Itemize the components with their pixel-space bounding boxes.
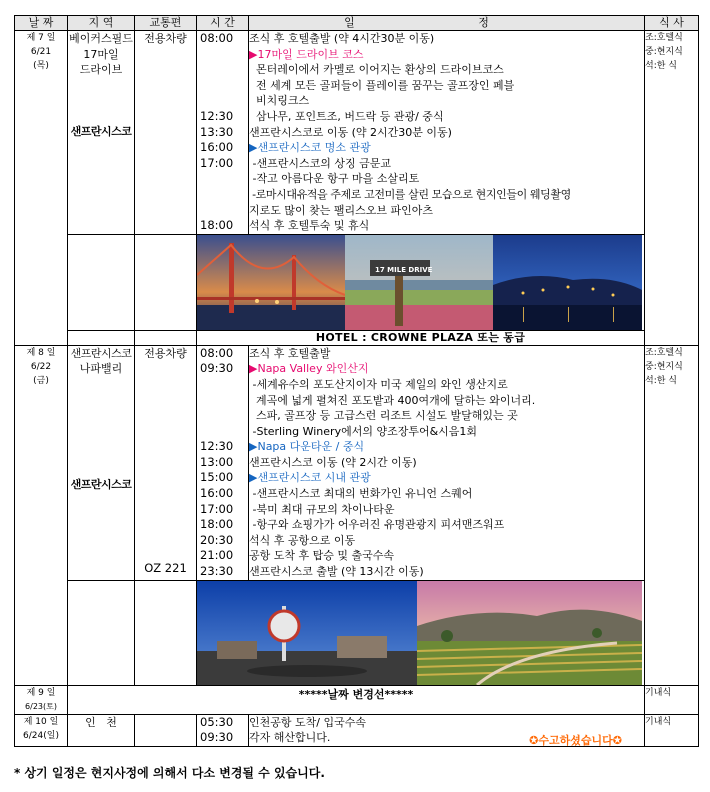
fishermans-wharf-photo: [197, 581, 417, 685]
time-cell: [197, 62, 248, 78]
meal-line: 중:현지식: [645, 361, 683, 372]
time-cell: 17:00: [200, 155, 234, 170]
day7-hotel: HOTEL : CROWNE PLAZA 또는 동급: [197, 330, 645, 345]
day7-date-line: 제 7 일: [26, 33, 56, 43]
time-cell: 16:00: [200, 140, 234, 155]
day8-region: [68, 345, 135, 580]
day7-times: [197, 31, 249, 235]
header-date: 날 짜: [15, 16, 68, 31]
schedule-line: 석식 후 공항으로 이동: [249, 533, 356, 547]
schedule-line: ▶샌프란시스코 시내 관광: [249, 471, 371, 485]
time-cell: 23:30: [200, 564, 234, 579]
schedule-line: 전 세계 모든 골퍼들이 플레이를 꿈꾸는 골프장인 페블: [249, 78, 515, 92]
schedule-line: -작고 아름다운 항구 마을 소살리토: [249, 172, 420, 186]
schedule-line: 몬터레이에서 카멜로 이어지는 환상의 드라이브코스: [249, 63, 504, 77]
day10-transport: [135, 714, 197, 746]
day8-date-line: 제 8 일: [26, 347, 56, 358]
day7-transport: [135, 31, 197, 235]
day7-region-line: 17마일: [83, 47, 119, 61]
day7-photo-row: [15, 234, 699, 330]
day8-region-line: 나파밸리: [79, 362, 123, 376]
header-transport: 교통편: [135, 16, 197, 31]
day10-region: 인 천: [68, 714, 135, 746]
time-cell: 09:30: [200, 730, 234, 745]
sausalito-night-photo: [493, 235, 642, 330]
schedule-line: 삼나무, 포인트조, 버드락 등 관광/ 중식: [249, 109, 444, 123]
day8-times: [197, 345, 249, 580]
day10-date: [15, 714, 68, 746]
itinerary-table: [14, 15, 699, 747]
time-cell: [197, 393, 248, 409]
time-cell: [197, 424, 248, 440]
day8-photos: [197, 580, 645, 685]
day8-transport-label: 전용차량: [144, 346, 187, 360]
schedule-line: 지로도 많이 찾는 팰리스오브 파인아츠: [249, 203, 434, 217]
day7-schedule: [249, 31, 645, 235]
time-cell: [197, 408, 248, 424]
day7-transport-label: 전용차량: [144, 32, 187, 45]
day7-region-line: 드라이브: [79, 63, 123, 77]
schedule-line: -세계유수의 포도산지이자 미국 제일의 와인 생산지로: [249, 377, 508, 391]
day7-photos: [197, 234, 645, 330]
meal-line: 중:현지식: [645, 47, 683, 57]
schedule-line: 샌프란시스코로 이동 (약 2시간30분 이동): [249, 125, 452, 139]
time-cell: 17:00: [200, 501, 234, 516]
time-cell: [197, 47, 248, 63]
schedule-line: -Sterling Winery에서의 양조장투어&시음1회: [249, 424, 478, 438]
day10-row: [15, 714, 699, 746]
schedule-line: -항구와 쇼핑가가 어우러진 유명관광지 피셔맨즈워프: [249, 518, 505, 532]
day7-region-line: 베이커스필드: [69, 32, 133, 45]
time-cell: [197, 78, 248, 94]
schedule-line: ▶17마일 드라이브 코스: [249, 47, 364, 61]
time-cell: 18:00: [200, 517, 234, 532]
time-cell: [197, 187, 248, 203]
17-mile-drive-photo: [345, 235, 493, 330]
day9-meal: 기내식: [645, 685, 699, 714]
day10-date-line: 제 10 일: [23, 716, 59, 727]
time-cell: [197, 171, 248, 187]
day8-schedule: [249, 345, 645, 580]
time-cell: 15:00: [200, 470, 234, 485]
meal-line: 조:호텔식: [645, 33, 683, 43]
day8-row: [15, 345, 699, 580]
sign-text: 17 MILE DRIVE: [375, 265, 433, 274]
header-meal: 식 사: [645, 16, 699, 31]
day8-transport: [135, 345, 197, 580]
footnote: * 상기 일정은 현지사정에 의해서 다소 변경될 수 있습니다.: [14, 766, 325, 780]
time-cell: [197, 93, 248, 109]
schedule-line: ▶샌프란시스코 명소 관광: [249, 141, 371, 155]
meal-line: 석:한 식: [645, 375, 677, 386]
schedule-line: 조식 후 호텔출발: [249, 346, 331, 360]
time-cell: [197, 203, 248, 219]
day10-meal: 기내식: [645, 714, 699, 746]
day8-date: [15, 345, 68, 685]
day8-photo-row: [15, 580, 699, 685]
meal-line: 석:한 식: [645, 61, 677, 71]
time-cell: 08:00: [200, 31, 234, 45]
golden-gate-photo: [197, 235, 345, 330]
schedule-line: 비치링크스: [249, 94, 310, 108]
schedule-line: 계곡에 넓게 펼쳐진 포도밭과 400여개에 달하는 와이너리.: [249, 393, 536, 407]
day7-region: [68, 31, 135, 235]
day8-region-line: 샌프란시스코: [70, 346, 132, 360]
day7-region-sf: 샌프란시스코: [70, 124, 132, 138]
time-cell: 13:00: [200, 454, 234, 469]
day9-date-line: 6/23(토): [25, 701, 57, 711]
day7-row: [15, 31, 699, 235]
day7-date: [15, 31, 68, 346]
time-cell: 09:30: [200, 361, 234, 376]
schedule-line: 각자 해산합니다.: [249, 731, 331, 745]
time-cell: 12:30: [200, 439, 234, 454]
schedule-line: 공항 도착 후 탑승 및 출국수속: [249, 549, 394, 563]
day8-date-line: 6/22: [30, 361, 52, 372]
schedule-line: 조식 후 호텔출발 (약 4시간30분 이동): [249, 32, 435, 45]
header-row: [15, 16, 699, 31]
time-cell: 16:00: [200, 486, 234, 501]
header-time: 시 간: [197, 16, 249, 31]
day7-date-line: (목): [33, 61, 49, 71]
schedule-line: -샌프란시스코의 상징 금문교: [249, 156, 391, 170]
schedule-line: -북미 최대 규모의 차이나타운: [249, 502, 395, 516]
day7-photo-strip: [197, 235, 642, 330]
time-cell: 12:30: [200, 108, 234, 123]
day9-row: [15, 685, 699, 714]
schedule-line: 샌프란시스코 출발 (약 13시간 이동): [249, 565, 424, 579]
schedule-line: 인천공항 도착/ 입국수속: [249, 715, 366, 729]
day9-date: [15, 685, 68, 714]
time-cell: 05:30: [200, 714, 234, 729]
day8-flight: OZ 221: [144, 561, 187, 576]
napa-vineyard-photo: [417, 581, 642, 685]
day7-hotel-row: [15, 330, 699, 345]
time-cell: 20:30: [200, 532, 234, 547]
time-cell: 21:00: [200, 548, 234, 563]
day10-times: [197, 714, 249, 746]
day7-meals: [645, 31, 699, 346]
thanks-message: ✪수고하셨습니다✪: [529, 733, 622, 747]
time-cell: [197, 377, 248, 393]
time-cell: 08:00: [200, 345, 234, 360]
day10-date-line: 6/24(일): [23, 730, 59, 741]
day7-date-line: 6/21: [30, 47, 52, 57]
schedule-line: 스파, 골프장 등 고급스런 리조트 시설도 발달해있는 곳: [249, 409, 518, 423]
schedule-line: ▶Napa 다운타운 / 중식: [249, 440, 365, 454]
schedule-line: 석식 후 호텔투숙 및 휴식: [249, 219, 370, 233]
time-cell: 18:00: [200, 218, 234, 233]
time-cell: 13:30: [200, 124, 234, 139]
meal-line: 조:호텔식: [645, 347, 683, 358]
header-region: 지 역: [68, 16, 135, 31]
schedule-line: ▶Napa Valley 와인산지: [249, 362, 369, 376]
day8-date-line: (금): [33, 375, 49, 386]
schedule-line: -샌프란시스코 최대의 번화가인 유니언 스퀘어: [249, 487, 473, 501]
day8-meals: [645, 345, 699, 685]
date-change-line: *****날짜 변경선*****: [68, 685, 645, 714]
day10-schedule: [249, 714, 645, 746]
schedule-line: 샌프란시스코 이동 (약 2시간 이동): [249, 455, 417, 469]
day8-photo-strip: [197, 581, 642, 685]
header-schedule: 일 정: [249, 16, 645, 31]
schedule-line: -로마시대유적을 주제로 고전미를 살린 모습으로 현지인들이 웨딩촬영: [249, 187, 571, 201]
day8-region-sf: 샌프란시스코: [70, 477, 132, 491]
day9-date-line: 제 9 일: [26, 687, 56, 698]
